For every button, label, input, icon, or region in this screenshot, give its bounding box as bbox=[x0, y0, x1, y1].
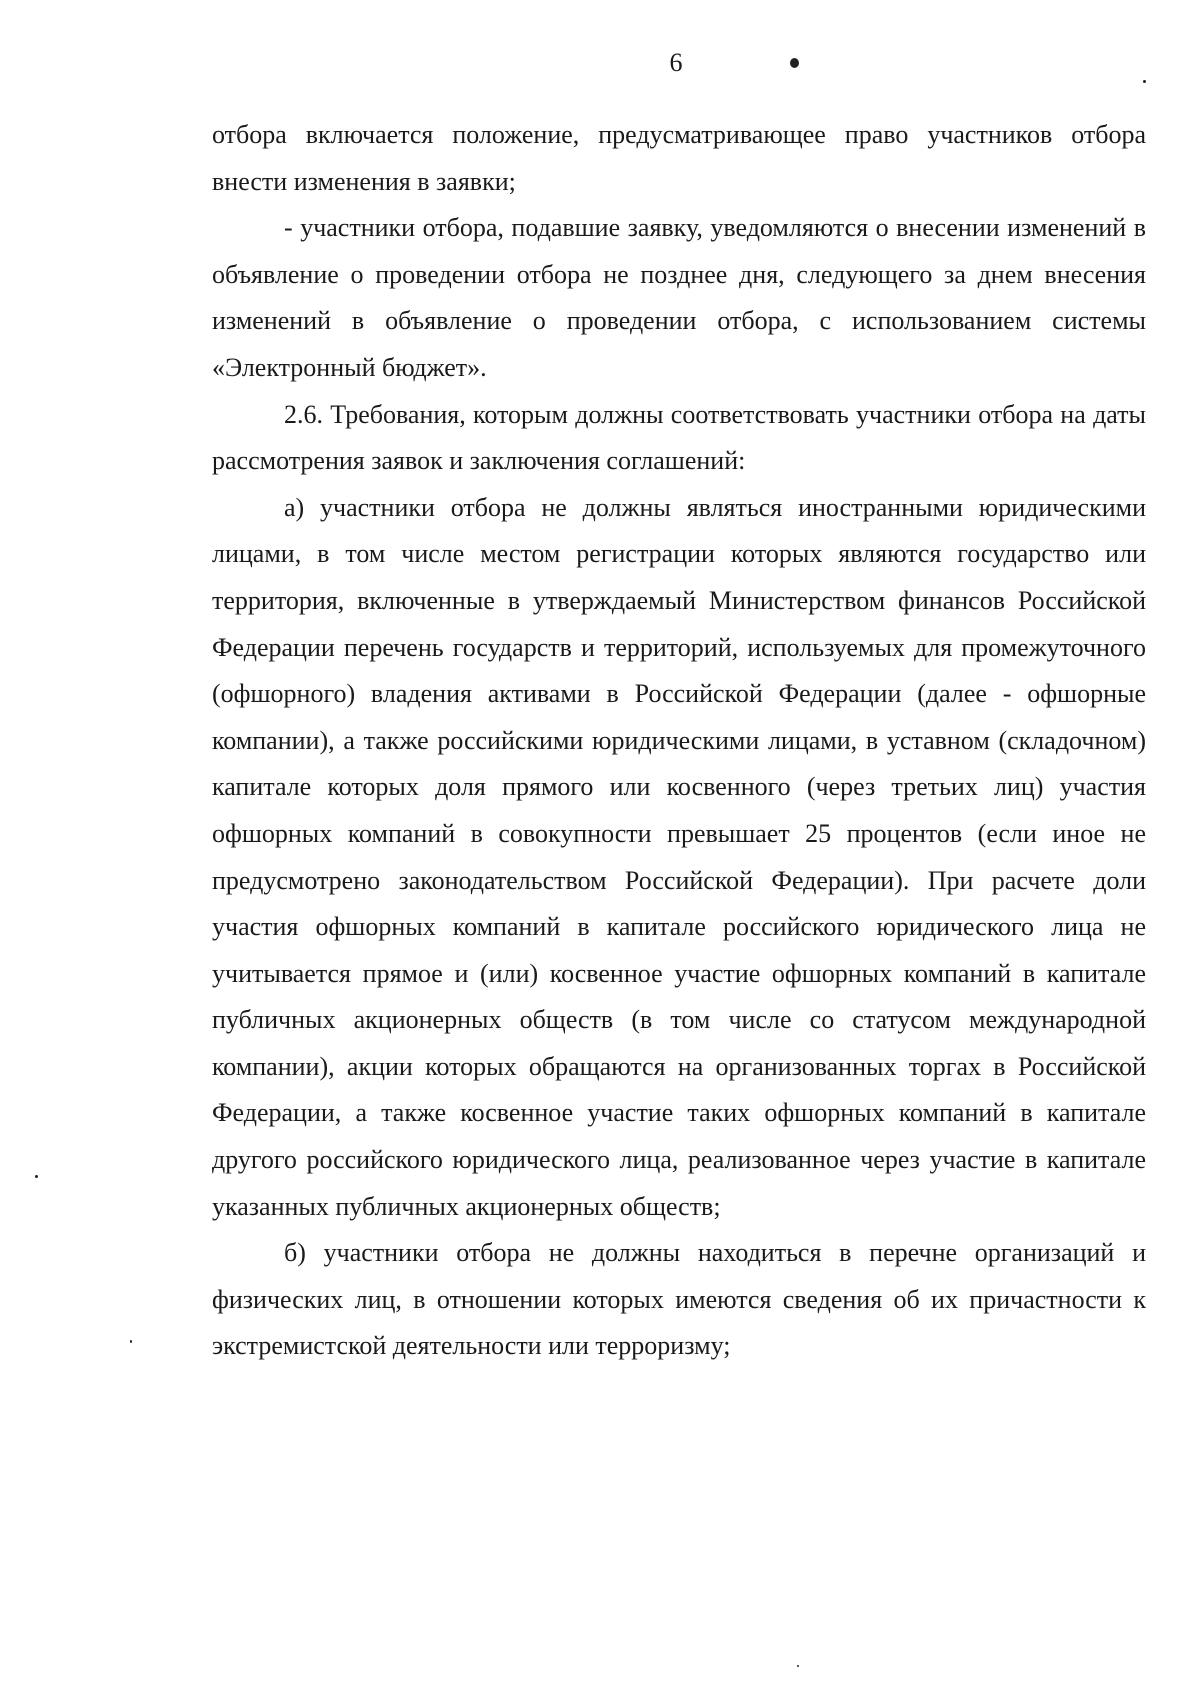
page-number: 6 bbox=[669, 48, 683, 77]
paragraph-continuation: отбора включается положение, предусматривающее право участников отбора внести изменения в заявки; bbox=[212, 120, 1146, 196]
scan-speck bbox=[1143, 80, 1146, 83]
scan-speck bbox=[790, 58, 799, 68]
paragraph-item-a: а) участники отбора не должны являться иностранными юридическими лицами, в том числе местом регистрации которых являются государство или территория, включенные в утверждаемый Министерством финансов Российской Федерации перечень государств и территорий, используемых для промежуточного (офшорного) владения активами в Российской Федерации (далее - офшорные компании), а также российскими юридическими лицами, в уставном (складочном) капитале которых доля прямого или косвенного (через третьих лиц) участия офшорных компаний в совокупности превышает 25 процентов (если иное не предусмотрено законодательством Российской Федерации). При расчете доли участия офшорных компаний в капитале российского юридического лица не учитывается прямое и (или) косвенное участие офшорных компаний в капитале публичных акционерных обществ (в том числе со статусом международной компании), акции которых обращаются на организованных торгах в Российской Федерации, а также косвенное участие таких офшорных компаний в капитале другого российского юридического лица, реализованное через участие в капитале указанных публичных акционерных обществ; bbox=[212, 492, 1146, 1221]
document-body bbox=[212, 112, 1146, 1370]
scan-speck bbox=[130, 1340, 132, 1343]
scan-speck bbox=[35, 1175, 38, 1178]
paragraph-item-b: б) участники отбора не должны находиться в перечне организаций и физических лиц, в отношении которых имеются сведения об их причастности к экстремистской деятельности или терроризму; bbox=[212, 1238, 1146, 1361]
scan-speck bbox=[797, 1665, 799, 1667]
paragraph-notification: - участники отбора, подавшие заявку, уведомляются о внесении изменений в объявление о проведении отбора не позднее дня, следующего за днем внесения изменений в объявление о проведении отбора, с использованием системы «Электронный бюджет». bbox=[212, 213, 1146, 382]
paragraph-section-2-6: 2.6. Требования, которым должны соответствовать участники отбора на даты рассмотрения заявок и заключения соглашений: bbox=[212, 399, 1146, 476]
